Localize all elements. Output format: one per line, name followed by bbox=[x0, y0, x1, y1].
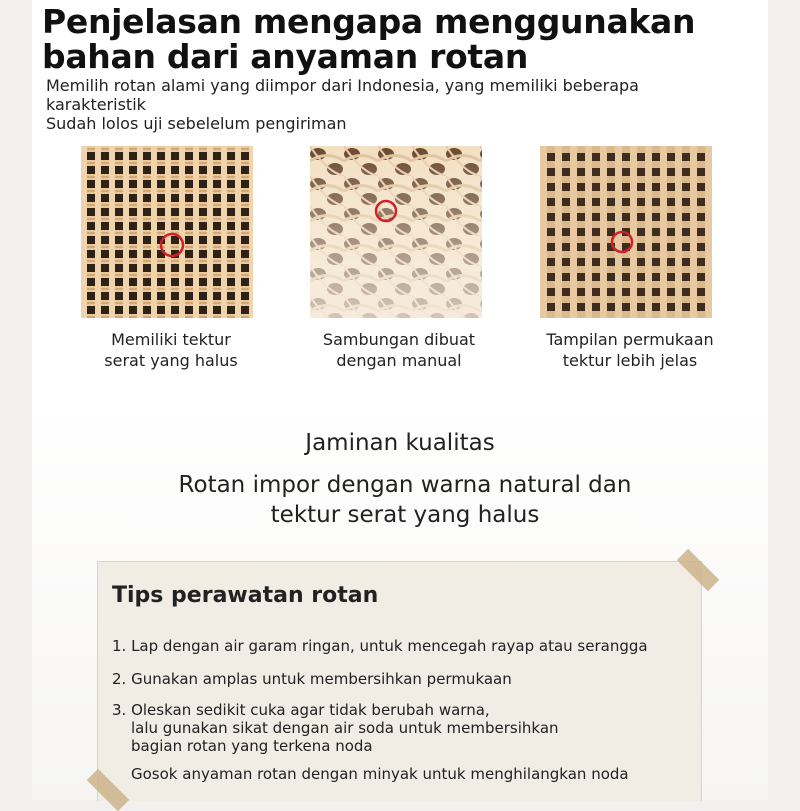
title-line-1: Penjelasan mengapa menggunakan bbox=[42, 2, 696, 41]
feature-caption-3 bbox=[520, 329, 740, 371]
tip-item-3-line-1: 3. Oleskan sedikit cuka agar tidak berubah warna, bbox=[112, 701, 490, 719]
tip-item-1: 1. Lap dengan air garam ringan, untuk mencegah rayap atau serangga bbox=[112, 637, 648, 655]
title-line-2: bahan dari anyaman rotan bbox=[42, 37, 529, 76]
feature-caption-3-line-2: tektur lebih jelas bbox=[562, 351, 698, 370]
fine-weave-image bbox=[81, 146, 253, 318]
rattan-swatch-manual-joint bbox=[310, 146, 482, 318]
page-title bbox=[42, 4, 762, 74]
rattan-swatch-fine-texture bbox=[81, 146, 253, 318]
feature-caption-3-line-1: Tampilan permukaan bbox=[546, 330, 714, 349]
feature-caption-1 bbox=[61, 329, 281, 371]
feature-caption-2-line-2: dengan manual bbox=[336, 351, 462, 370]
hex-weave-image bbox=[310, 146, 482, 318]
quality-text bbox=[150, 470, 660, 530]
square-weave-image bbox=[540, 146, 712, 318]
intro-line-2: karakteristik bbox=[46, 95, 146, 114]
intro-line-3: Sudah lolos uji sebelelum pengiriman bbox=[46, 114, 347, 133]
quality-line-1: Rotan impor dengan warna natural dan bbox=[178, 472, 632, 498]
tip-item-3-line-2: lalu gunakan sikat dengan air soda untuk membersihkan bbox=[131, 719, 559, 737]
quality-line-2: tektur serat yang halus bbox=[270, 502, 540, 528]
feature-caption-1-line-2: serat yang halus bbox=[104, 351, 238, 370]
quality-heading: Jaminan kualitas bbox=[305, 430, 495, 456]
rattan-swatch-clear-surface bbox=[540, 146, 712, 318]
tip-item-3-line-3: bagian rotan yang terkena noda bbox=[131, 737, 373, 755]
feature-caption-1-line-1: Memiliki tektur bbox=[111, 330, 231, 349]
tips-title: Tips perawatan rotan bbox=[112, 583, 379, 608]
intro-line-1: Memilih rotan alami yang diimpor dari Indonesia, yang memiliki beberapa bbox=[46, 76, 639, 95]
feature-caption-2 bbox=[289, 329, 509, 371]
tip-item-4: Gosok anyaman rotan dengan minyak untuk menghilangkan noda bbox=[131, 765, 629, 783]
intro-text bbox=[46, 76, 766, 133]
feature-caption-2-line-1: Sambungan dibuat bbox=[322, 330, 476, 349]
tip-item-2: 2. Gunakan amplas untuk membersihkan permukaan bbox=[112, 670, 512, 688]
